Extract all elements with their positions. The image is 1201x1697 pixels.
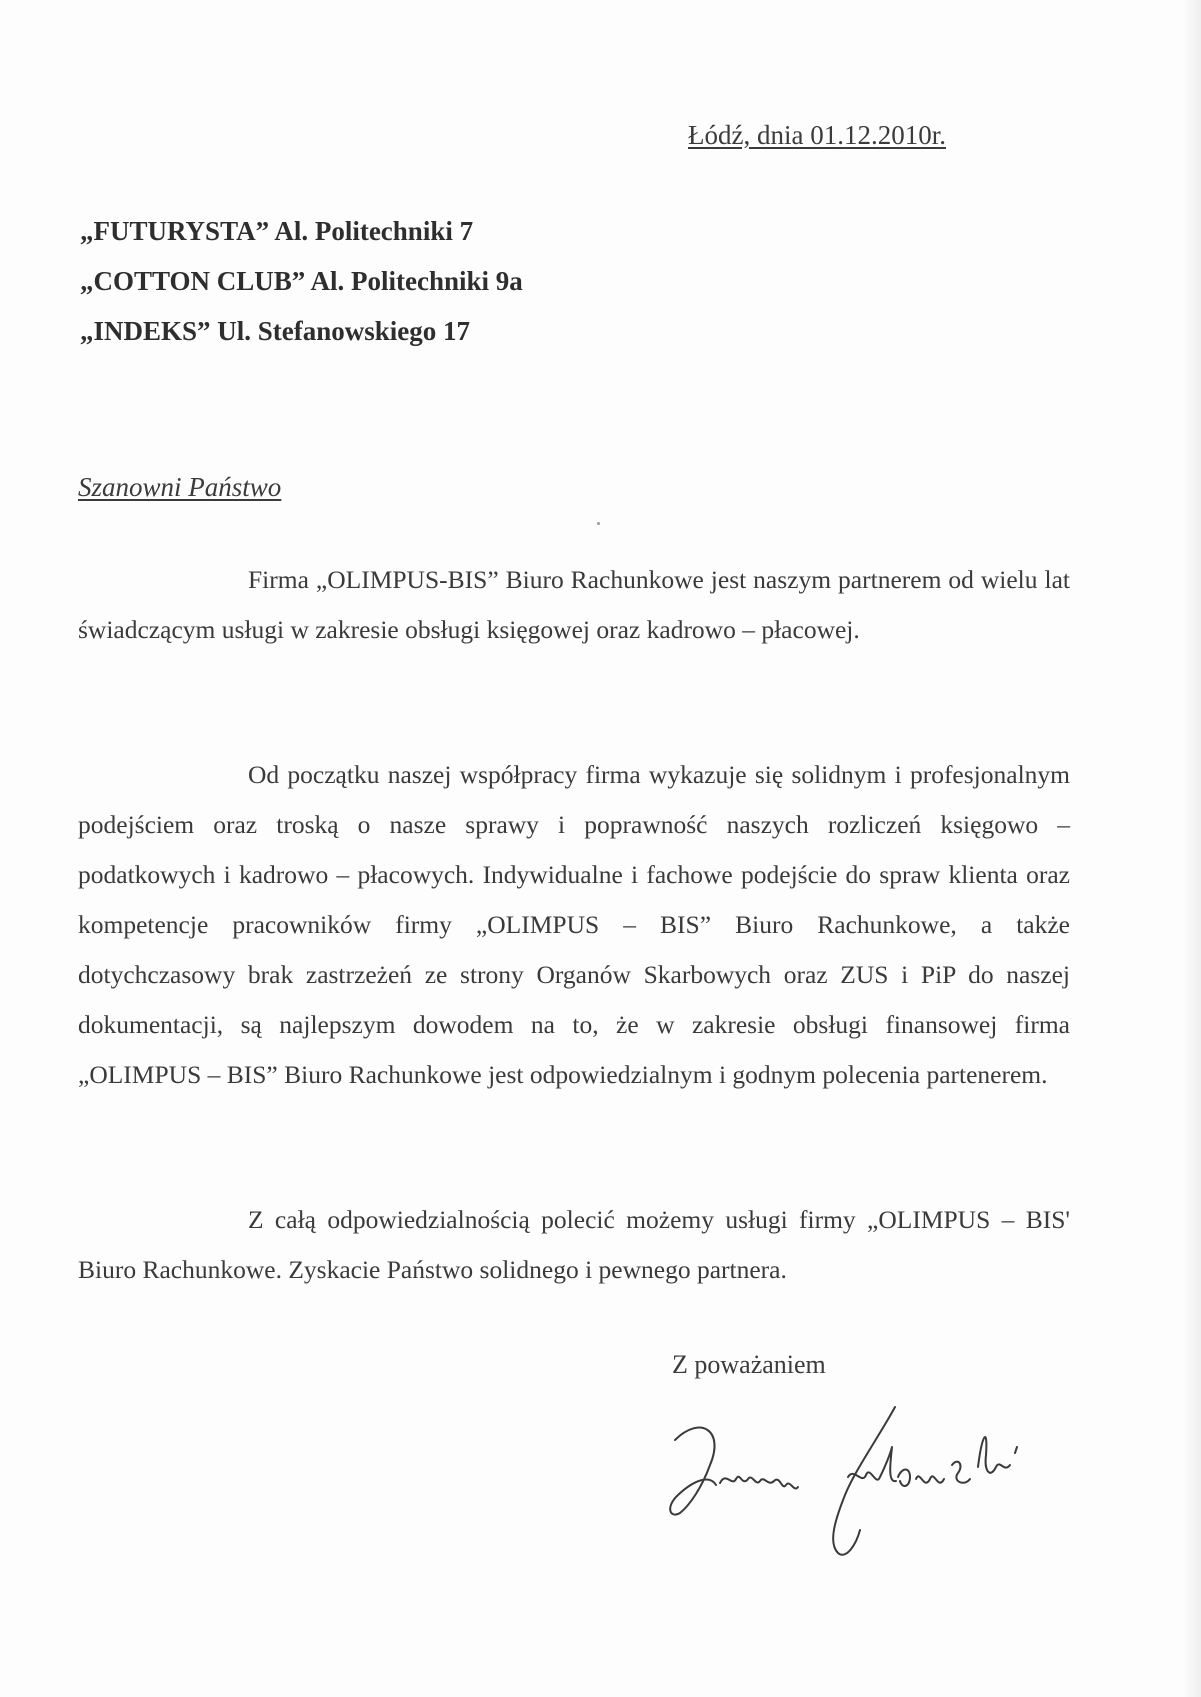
handwritten-signature (640, 1395, 1080, 1575)
date-line: Łódź, dnia 01.12.2010r. (688, 120, 946, 150)
body-paragraph: Firma „OLIMPUS-BIS” Biuro Rachunkowe jest naszym partnerem od wielu lat świadczącym usługi w zakresie obsługi księgowej oraz kadrowo – płacowej. (78, 565, 1070, 644)
body-paragraph: Z całą odpowiedzialnością polecić możemy usługi firmy „OLIMPUS – BIS' Biuro Rachunkowe. Zyskacie Państwo solidnego i pewnego partnera. (78, 1205, 1070, 1284)
addressee-list (80, 214, 523, 364)
addressee-line: „COTTON CLUB” Al. Politechniki 9a (80, 266, 523, 296)
scan-speck (597, 522, 600, 525)
salutation: Szanowni Państwo (78, 472, 282, 502)
page-edge-shadow (1183, 0, 1201, 1697)
body-paragraph: Od początku naszej współpracy firma wykazuje się solidnym i profesjonalnym podejściem oraz troską o nasze sprawy i poprawność naszych rozliczeń księgowo – podatkowych i kadrowo – płacowych. Indywidualne i fachowe podejście do spraw klienta oraz kompetencje pracowników firmy „OLIMPUS – BIS” Biuro Rachunkowe, a także dotychczasowy brak zastrzeżeń ze strony Organów Skarbowych oraz ZUS i PiP do naszej dokumentacji, są najlepszym dowodem na to, że w zakresie obsługi finansowej firma „OLIMPUS – BIS” Biuro Rachunkowe jest odpowiedzialnym i godnym polecenia partenerem. (78, 760, 1070, 1089)
addressee-line: „INDEKS” Ul. Stefanowskiego 17 (80, 316, 471, 346)
closing-phrase: Z poważaniem (672, 1350, 826, 1379)
addressee-line: „FUTURYSTA” Al. Politechniki 7 (80, 216, 474, 246)
